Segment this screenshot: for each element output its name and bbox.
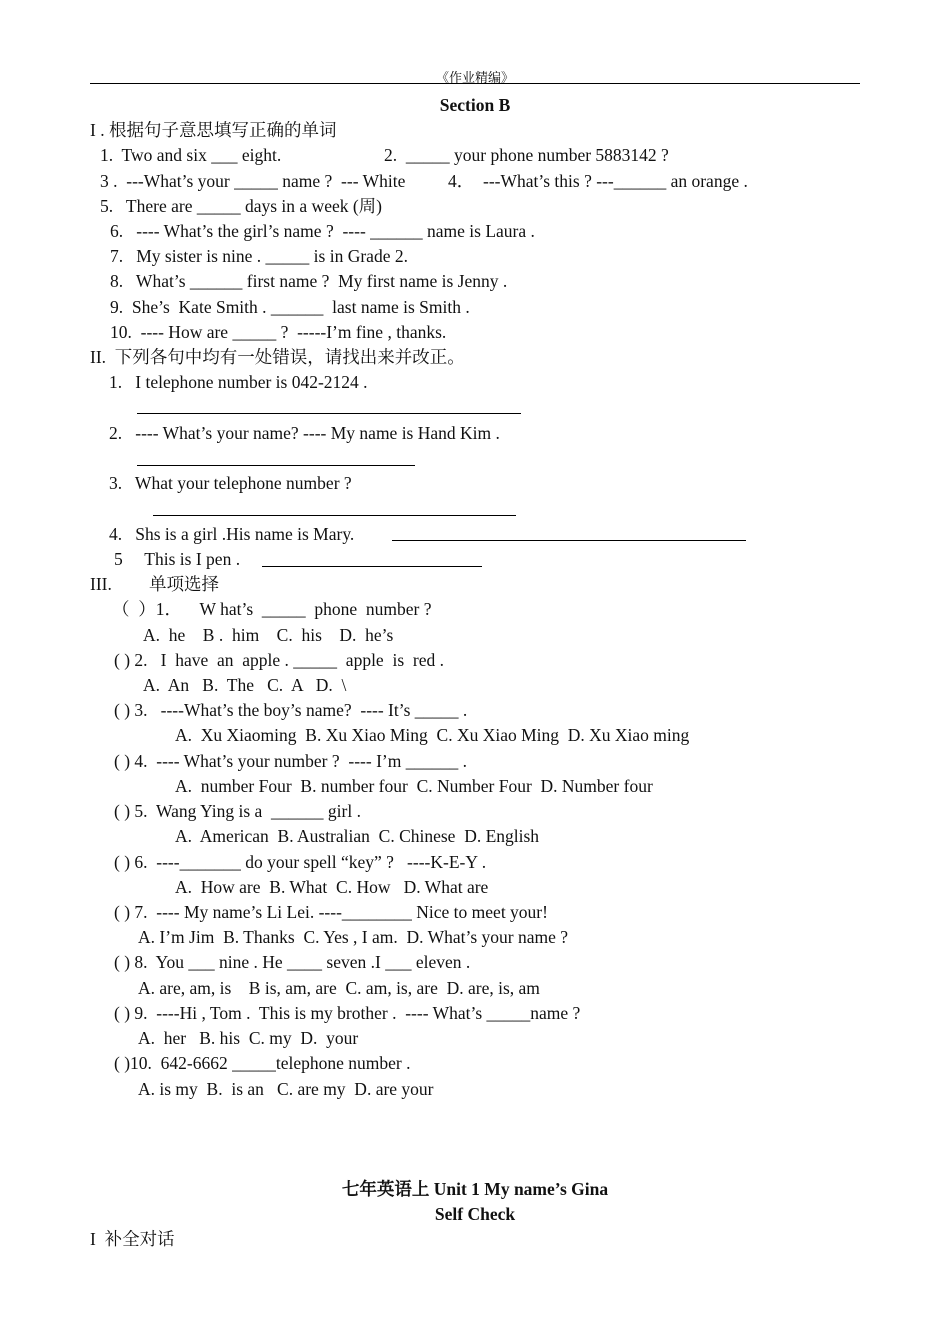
part1-item-3: 3 . ---What’s your _____ name ? --- White — [100, 171, 406, 191]
part3-heading-num: III. — [90, 574, 112, 594]
options-5: A. American B. Australian C. Chinese D. English — [175, 826, 540, 846]
part2-item-5: 5 This is I pen . — [114, 549, 241, 569]
part1-item-7: 7. My sister is nine . _____ is in Grade 2. — [110, 246, 408, 266]
question-10: ( )10. 642-6662 _____telephone number . — [114, 1053, 411, 1073]
question-9: ( ) 9. ----Hi , Tom . This is my brother . ---- What’s _____name ? — [114, 1003, 581, 1023]
options-8: A. are, am, is B is, am, are C. am, is, are D. are, is, am — [138, 978, 540, 998]
part4-heading: I 补全对话 — [90, 1229, 175, 1249]
part2-item-2: 2. ---- What’s your name? ---- My name is Hand Kim . — [109, 423, 500, 443]
part2-item-3: 3. What your telephone number ? — [109, 473, 352, 493]
answer-line-2[interactable] — [137, 465, 415, 466]
header-rule — [90, 83, 860, 84]
self-check-title: Self Check — [434, 1204, 516, 1224]
question-2: ( ) 2. I have an apple . _____ apple is red . — [114, 650, 444, 670]
question-4: ( ) 4. ---- What’s your number ? ---- I’m ______ . — [114, 751, 467, 771]
part1-item-4: 4． ---What’s this ? ---______ an orange . — [448, 171, 748, 191]
part1-item-9: 9. She’s Kate Smith . ______ last name is Smith . — [110, 297, 470, 317]
options-1: A. he B . him C. his D. he’s — [143, 625, 394, 645]
answer-line-5[interactable] — [262, 566, 482, 567]
part3-heading-text: 单项选择 — [149, 574, 219, 594]
page-header: 《作业精编》 — [435, 70, 514, 85]
options-6: A. How are B. What C. How D. What are — [175, 877, 489, 897]
part1-item-5: 5. There are _____ days in a week (周) — [100, 196, 383, 216]
part2-heading: II. 下列各句中均有一处错误，请找出来并改正。 — [90, 347, 465, 367]
part1-heading: I . 根据句子意思填写正确的单词 — [90, 120, 337, 140]
answer-line-3[interactable] — [153, 515, 516, 516]
options-4: A. number Four B. number four C. Number Four D. Number four — [175, 776, 653, 796]
question-3: ( ) 3. ----What’s the boy’s name? ---- It’s _____ . — [114, 700, 468, 720]
question-1: （ ）1． W hat’s _____ phone number ? — [112, 599, 432, 619]
options-2: A. An B. The C. A D. \ — [143, 675, 347, 695]
unit-title: 七年英语上 Unit 1 My name’s Gina — [341, 1179, 609, 1199]
part1-item-1: 1. Two and six ___ eight. — [100, 145, 282, 165]
section-title: Section B — [439, 95, 511, 115]
question-7: ( ) 7. ---- My name’s Li Lei. ----________ Nice to meet your! — [114, 902, 548, 922]
options-7: A. I’m Jim B. Thanks C. Yes , I am. D. What’s your name ? — [138, 927, 569, 947]
part2-item-1: 1. I telephone number is 042-2124 . — [109, 372, 368, 392]
options-10: A. is my B. is an C. are my D. are your — [138, 1079, 434, 1099]
answer-line-4[interactable] — [392, 540, 746, 541]
part1-item-10: 10. ---- How are _____ ? -----I’m fine , thanks. — [110, 322, 447, 342]
question-5: ( ) 5. Wang Ying is a ______ girl . — [114, 801, 361, 821]
answer-line-1[interactable] — [137, 413, 521, 414]
part1-item-6: 6. ---- What’s the girl’s name ? ---- ______ name is Laura . — [110, 221, 535, 241]
options-9: A. her B. his C. my D. your — [138, 1028, 359, 1048]
part1-item-2: 2. _____ your phone number 5883142 ? — [384, 145, 669, 165]
part1-item-8: 8. What’s ______ first name ? My first name is Jenny . — [110, 271, 508, 291]
part2-item-4: 4. Shs is a girl .His name is Mary. — [109, 524, 355, 544]
options-3: A. Xu Xiaoming B. Xu Xiao Ming C. Xu Xiao Ming D. Xu Xiao ming — [175, 725, 690, 745]
question-8: ( ) 8. You ___ nine . He ____ seven .I ___ eleven . — [114, 952, 471, 972]
question-6: ( ) 6. ----_______ do your spell “key” ? ----K-E-Y . — [114, 852, 487, 872]
